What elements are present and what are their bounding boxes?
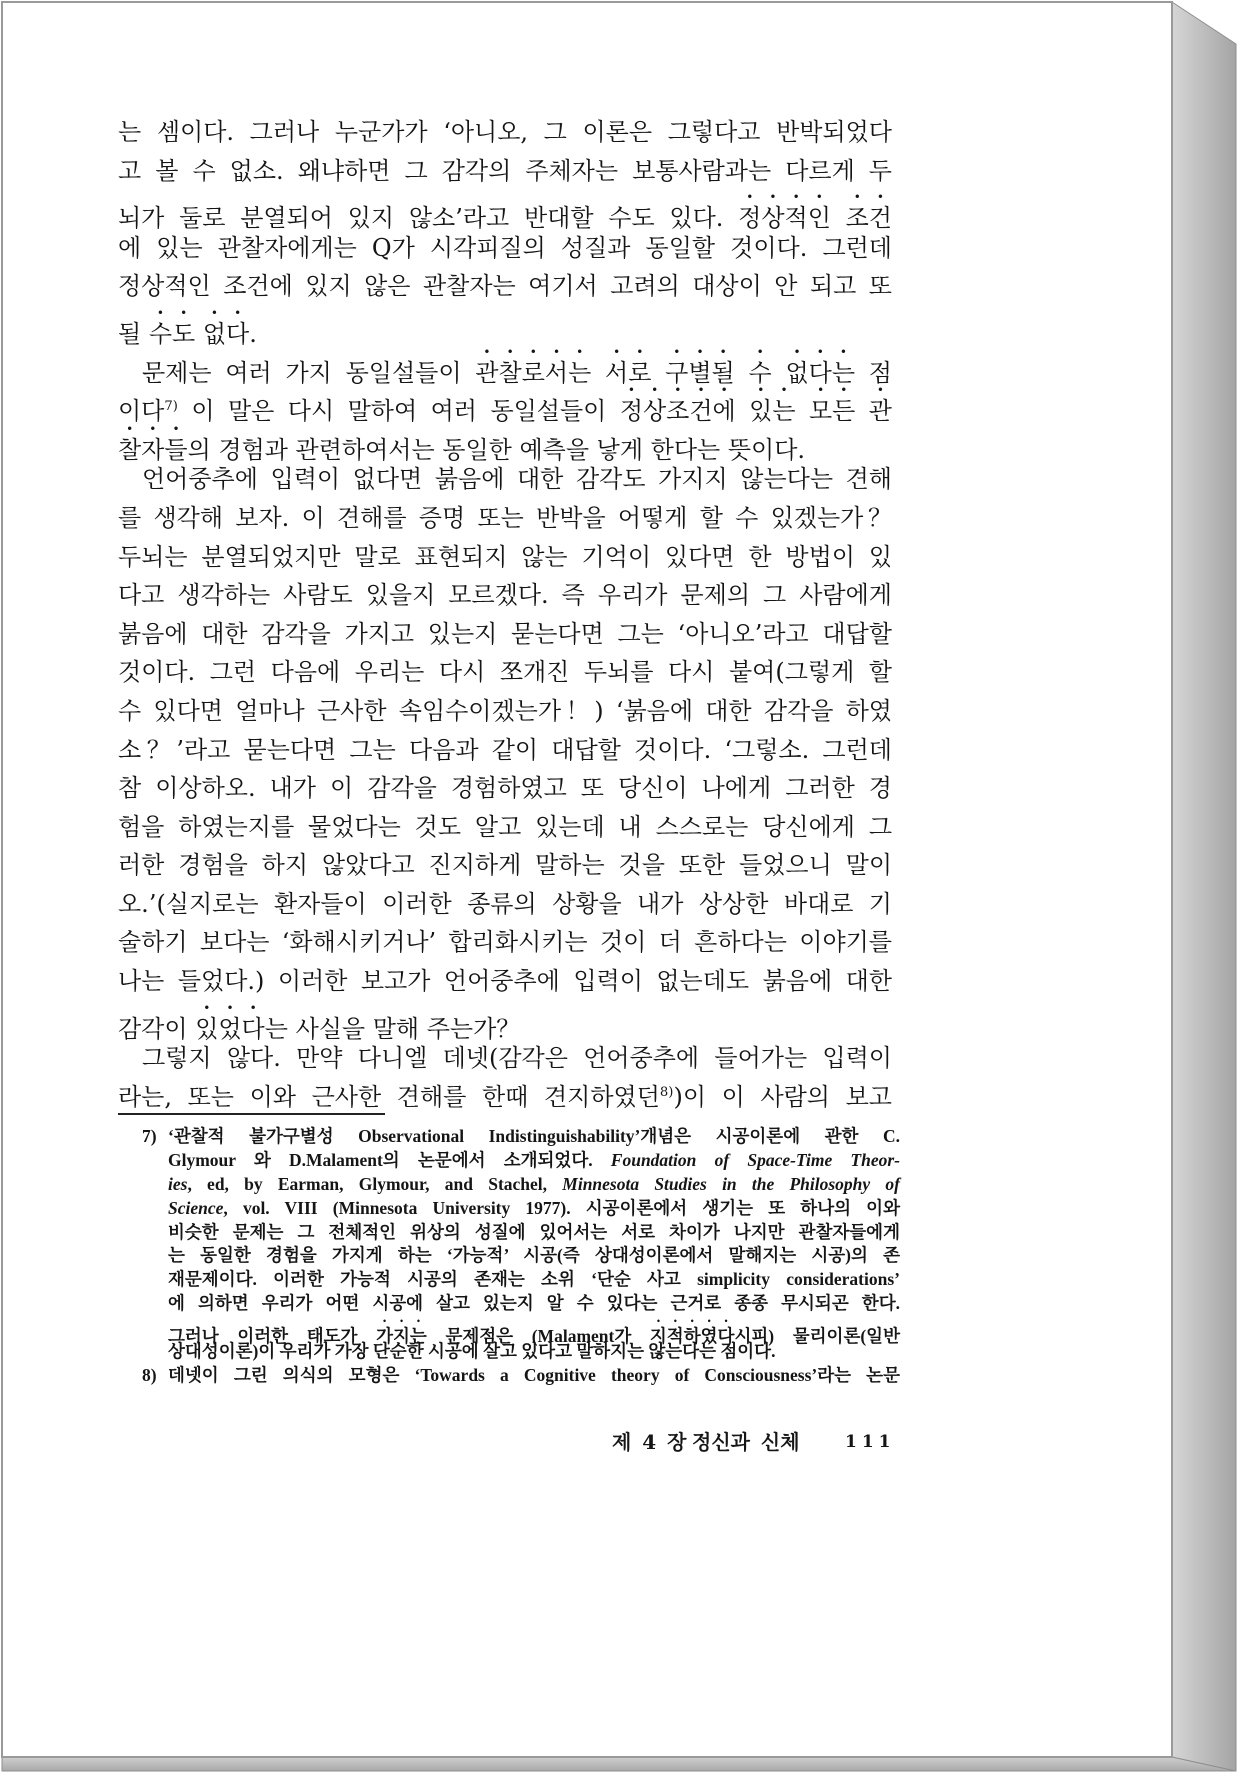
text-segment: 이다 <box>118 397 165 426</box>
text-segment: 그러나 이러한 태도가 <box>168 1326 377 1347</box>
body-line: 참 이상하오. 내가 이 감각을 경험하였고 또 당신이 나에게 그러한 경 <box>118 774 892 803</box>
text-segment: 점 <box>855 358 892 387</box>
body-line: 는 셈이다. 그러나 누군가가 ‘아니오, 그 이론은 그렇다고 반박되었다 <box>118 118 892 146</box>
text-segment: Glymour 와 D.Malament의 논문에서 소개되었다. <box>168 1149 611 1170</box>
text-segment: 감각이 <box>118 1014 196 1043</box>
body-text <box>118 113 892 1116</box>
body-line <box>118 306 892 348</box>
body-line <box>118 1001 892 1043</box>
footnote-marker: 8) <box>142 1364 157 1385</box>
footnote <box>142 1364 900 1388</box>
text-segment: , vol. VIII (Minnesota University 1977). 시공이론에서 생기는 또 하나의 이와 <box>223 1197 900 1218</box>
text-segment: 는 사실을 말해 주는가？ <box>264 1014 521 1043</box>
footnote-line: 에 의하면 우리가 어떤 시공에 살고 있는지 알 수 있다는 근거로 종종 무시되곤 한다. <box>168 1293 900 1314</box>
body-line: 소？’라고 묻는다면 그는 다음과 같이 대답할 것이다. ‘그렇소. 그런데 <box>118 735 892 764</box>
text-segment: . <box>249 319 257 348</box>
footnote-line <box>168 1316 900 1347</box>
text-segment: )이 이 사람의 보고 <box>673 1082 892 1111</box>
footnote-line <box>168 1149 900 1173</box>
text-segment: 문제점은 (Malament가 <box>426 1326 650 1347</box>
text-segment: 라는, 또는 이와 근사한 견해를 한때 견지하였던 <box>118 1082 660 1111</box>
chapter-label: 제 4 장 <box>612 1430 687 1454</box>
footnote-separator <box>118 1113 385 1115</box>
body-line: 나는 들었다.) 이러한 보고가 언어중추에 입력이 없는데도 붉음에 대한 <box>118 967 892 996</box>
emphasized-text: 관찰로서는 서로 구별될 수 없다는 <box>475 358 856 387</box>
page-number: 111 <box>845 1432 896 1452</box>
text-segment: 시피) 물리이론(일반 <box>734 1326 900 1347</box>
body-line: 수 있다면 얼마나 근사한 속임수이겠는가！) ‘붉음에 대한 감각을 하였 <box>118 696 892 725</box>
paragraph <box>118 113 892 348</box>
body-line: 를 생각해 보자. 이 견해를 증명 또는 반박을 어떻게 할 수 있겠는가？ <box>118 503 892 532</box>
emphasized-text: 있었다 <box>195 1014 265 1043</box>
italic-title: Foundation of Space-Time Theor- <box>610 1149 900 1170</box>
body-line <box>118 190 892 233</box>
body-line: 두뇌는 분열되었지만 말로 표현되지 않는 기억이 있다면 한 방법이 있 <box>118 542 892 571</box>
paragraph <box>118 345 892 464</box>
body-line: 고 볼 수 없소. 왜냐하면 그 감각의 주체자는 보통사람과는 다르게 두 <box>118 156 892 185</box>
body-line: 언어중추에 입력이 없다면 붉음에 대한 감각도 가지지 않는다는 견해 <box>142 465 892 494</box>
body-line: 술하기 보다는 ‘화해시키거나’ 합리화시키는 것이 더 흔하다는 이야기를 <box>118 928 892 957</box>
body-line <box>118 1078 892 1117</box>
paragraph <box>118 460 892 1043</box>
footnote-line <box>168 1197 900 1221</box>
emphasized-text: 찰자들 <box>118 435 188 464</box>
body-line <box>118 422 892 464</box>
body-line: 것이다. 그런 다음에 우리는 다시 쪼개진 두뇌를 다시 붙여(그렇게 할 <box>118 658 892 687</box>
text-segment: 의 경험과 관련하여서는 동일한 예측을 낳게 한다는 뜻이다. <box>187 435 806 464</box>
italic-title: ies <box>168 1173 188 1194</box>
body-line: 오.’(실지로는 환자들이 이러한 종류의 상황을 내가 상상한 바대로 기 <box>118 889 892 918</box>
body-line: 다고 생각하는 사람도 있을지 모르겠다. 즉 우리가 문제의 그 사람에게 <box>118 581 892 610</box>
footnote <box>142 1125 900 1364</box>
text-segment: , ed, by Earman, Glymour, and Stachel, <box>187 1173 563 1194</box>
emphasized-text: 정상조건에 있는 모든 관 <box>619 397 892 426</box>
footnotes <box>142 1125 900 1388</box>
body-line: 에 있는 관찰자에게는 Q가 시각피질의 성질과 동일할 것이다. 그런데 <box>118 233 892 262</box>
body-line <box>118 345 892 387</box>
page-side-edge <box>1172 2 1236 1771</box>
page-bottom-edge <box>2 1757 1236 1771</box>
footnote-line: 재문제이다. 이러한 가능적 시공의 존재는 소위 ‘단순 사고 simplicity considerations’ <box>168 1269 900 1290</box>
emphasized-text: 수도 없다 <box>148 319 250 348</box>
footnote-line: ‘관찰적 불가구별성 Observational Indistinguishability’개념은 시공이론에 관한 C. <box>168 1126 900 1146</box>
footnote-reference: 7) <box>164 399 178 415</box>
footnote-line: 데넷이 그린 의식의 모형은 ‘Towards a Cognitive theory of Consciousness’라는 논문 <box>168 1364 900 1385</box>
text-segment: 문제는 여러 가지 동일설들이 <box>142 358 476 387</box>
italic-title: Minnesota Studies in the Philosophy of <box>562 1173 900 1194</box>
footnote-line: 상대성이론)이 우리가 가장 단순한 시공에 살고 있다고 말하지는 않는다는 점이다. <box>168 1341 776 1362</box>
chapter-title: 정신과 신체 <box>692 1430 800 1454</box>
text-segment: 이 말은 다시 말하여 여러 동일설들이 <box>177 397 620 426</box>
text-segment: 뇌가 둘로 분열되어 있지 않소’라고 반대할 수도 있다. <box>118 204 739 233</box>
italic-title: Science <box>168 1197 224 1218</box>
emphasized-text: 가지는 <box>376 1326 427 1347</box>
paragraph <box>118 1039 892 1116</box>
running-footer <box>0 1427 1000 1457</box>
body-line: 그렇지 않다. 만약 다니엘 데넷(감각은 언어중추에 들어가는 입력이 <box>142 1044 892 1073</box>
footnote-line <box>168 1173 900 1197</box>
footnote-line: 비슷한 문제는 그 전체적인 위상의 성질에 있어서는 서로 차이가 나지만 관찰자들에게 <box>168 1221 900 1242</box>
emphasized-text: 정상적인 조건 <box>738 204 892 233</box>
emphasized-text: 지적하였다 <box>649 1326 735 1347</box>
body-line: 붉음에 대한 감각을 가지고 있는지 묻는다면 그는 ‘아니오’라고 대답할 <box>118 619 892 648</box>
body-line <box>118 383 892 426</box>
text-segment: 될 <box>118 319 149 348</box>
body-line: 정상적인 조건에 있지 않은 관찰자는 여기서 고려의 대상이 안 되고 또 <box>118 272 892 301</box>
body-line: 러한 경험을 하지 않았다고 진지하게 말하는 것을 또한 들었으니 말이 <box>118 851 892 880</box>
footnote-line: 는 동일한 경험을 가지게 하는 ‘가능적’ 시공(즉 상대성이론에서 말해지는 시공)의 존 <box>168 1245 900 1266</box>
body-line: 험을 하였는지를 물었다는 것도 알고 있는데 내 스스로는 당신에게 그 <box>118 812 892 841</box>
footnote-marker: 7) <box>142 1126 157 1146</box>
footnote-reference: 8) <box>659 1084 674 1100</box>
